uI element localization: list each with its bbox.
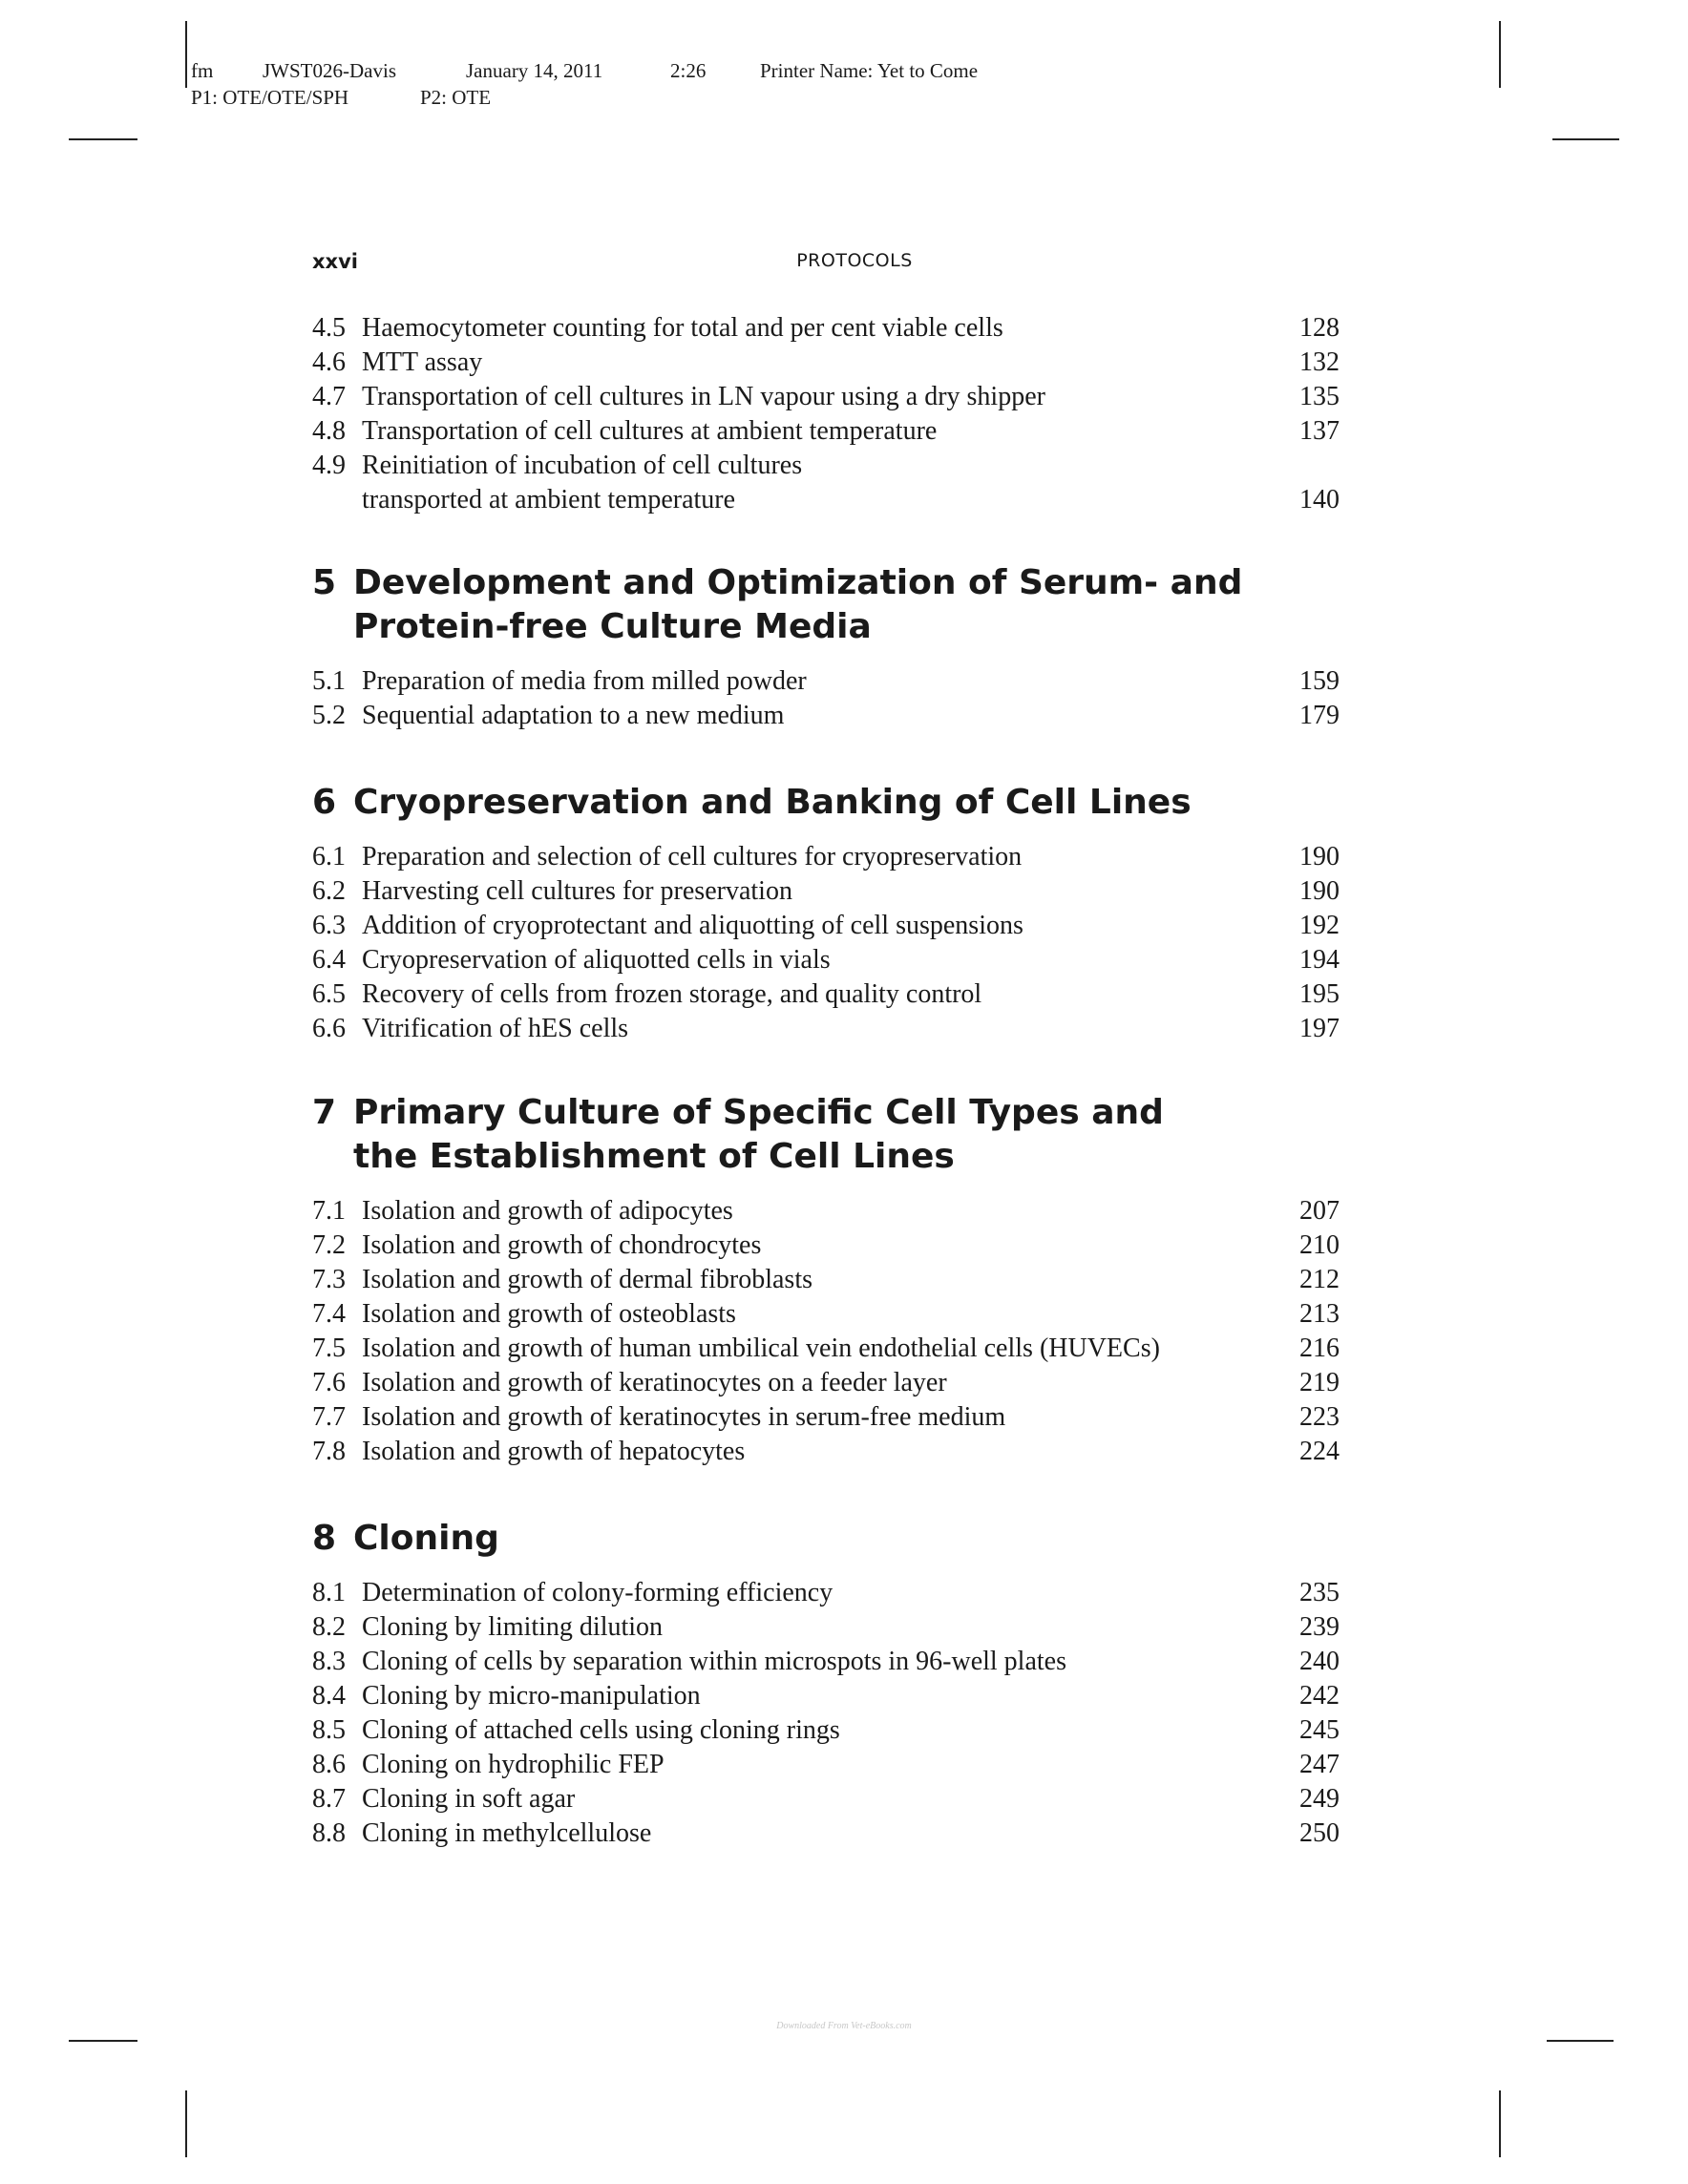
toc-entry-number: 8.2 [312, 1612, 346, 1642]
slug-printer-name: Printer Name: Yet to Come [760, 59, 979, 82]
toc-entry [312, 840, 1340, 874]
crop-mark [1499, 2090, 1501, 2157]
toc-entry-page: 190 [1299, 876, 1340, 906]
toc-entry-title: Isolation and growth of keratinocytes in serum-free medium [362, 1402, 1006, 1432]
toc-entry-title: Harvesting cell cultures for preservation [362, 876, 792, 906]
slug-p2: P2: OTE [420, 86, 492, 109]
toc-entry-page: 159 [1299, 666, 1340, 696]
toc-entry-title: Cloning by limiting dilution [362, 1612, 664, 1642]
toc-entry-page: 239 [1299, 1612, 1340, 1642]
toc-entry-number: 7.7 [312, 1402, 346, 1432]
toc-entry-title: Cloning of attached cells using cloning rings [362, 1715, 840, 1745]
toc-entry-page: 216 [1299, 1334, 1340, 1363]
toc-entry-page: 128 [1299, 313, 1340, 343]
toc-entry-title: MTT assay [362, 347, 483, 377]
toc-entry [312, 1366, 1340, 1400]
toc-entry-title: Cryopreservation of aliquotted cells in vials [362, 945, 831, 975]
toc-entry [312, 449, 1340, 517]
toc-entry [312, 1228, 1340, 1263]
toc-entry-number: 4.5 [312, 313, 346, 343]
toc-entry-number: 6.1 [312, 842, 346, 872]
toc-entry-page: 135 [1299, 382, 1340, 411]
toc-entry-page: 235 [1299, 1578, 1340, 1607]
toc-chapter-6 [312, 781, 1340, 1046]
chapter-heading [312, 561, 1340, 649]
toc-entry [312, 1263, 1340, 1297]
toc-entry-title: Addition of cryoprotectant and aliquotting of cell suspensions [362, 911, 1023, 940]
crop-mark [1547, 2040, 1614, 2042]
slug-time: 2:26 [670, 59, 707, 82]
toc-entry [312, 874, 1340, 909]
toc-entry-title: Isolation and growth of chondrocytes [362, 1230, 762, 1260]
toc-entry-title: Isolation and growth of human umbilical vein endothelial cells (HUVECs) [362, 1334, 1160, 1363]
toc-entry-number: 8.4 [312, 1681, 346, 1711]
page-folio: xxvi [312, 250, 358, 273]
toc-entry-title: Isolation and growth of dermal fibroblasts [362, 1265, 813, 1294]
toc-chapter-5 [312, 561, 1340, 733]
toc-entry-number: 7.2 [312, 1230, 346, 1260]
crop-mark [69, 138, 137, 140]
running-head [312, 250, 1340, 279]
toc-entry-title: Preparation of media from milled powder [362, 666, 807, 696]
toc-entry [312, 1679, 1340, 1713]
toc-entry-number: 7.6 [312, 1368, 346, 1397]
toc-entry-number: 7.3 [312, 1265, 346, 1294]
toc-entry-number: 5.2 [312, 701, 346, 730]
toc-entry-number: 6.4 [312, 945, 346, 975]
toc-entry-number: 7.1 [312, 1196, 346, 1226]
toc-entry-number: 5.1 [312, 666, 346, 696]
toc-entry-number: 4.7 [312, 382, 346, 411]
toc-entry-title: Transportation of cell cultures in LN vapour using a dry shipper [362, 382, 1045, 411]
toc-entry-title: Sequential adaptation to a new medium [362, 701, 785, 730]
toc-entry-page: 245 [1299, 1715, 1340, 1745]
toc-entry-title: Reinitiation of incubation of cell cultures transported at ambient temperature [362, 451, 803, 514]
chapter-title: Cryopreservation and Banking of Cell Lines [353, 783, 1192, 822]
running-head-title: PROTOCOLS [796, 250, 913, 271]
toc-entry [312, 943, 1340, 977]
toc-entry-title: Cloning of cells by separation within microspots in 96-well plates [362, 1647, 1066, 1676]
slug-date: January 14, 2011 [466, 59, 603, 82]
toc-entry-title: Cloning in methylcellulose [362, 1818, 652, 1848]
toc-entry-number: 8.8 [312, 1818, 346, 1848]
toc-entry-number: 7.8 [312, 1437, 346, 1466]
toc-entry-title: Vitrification of hES cells [362, 1014, 629, 1043]
chapter-title: Cloning [353, 1519, 499, 1558]
toc-entry-title: Haemocytometer counting for total and per cent viable cells [362, 313, 1003, 343]
toc-entry-page: 249 [1299, 1784, 1340, 1814]
toc-entry-page: 194 [1299, 945, 1340, 975]
toc-entry [312, 1012, 1340, 1046]
toc-entry-page: 210 [1299, 1230, 1340, 1260]
toc-entry [312, 977, 1340, 1012]
chapter-title: Development and Optimization of Serum- and Protein-free Culture Media [353, 563, 1243, 646]
toc-entry-number: 8.1 [312, 1578, 346, 1607]
toc-entry-page: 192 [1299, 911, 1340, 940]
toc-entry-title: Cloning in soft agar [362, 1784, 576, 1814]
toc-entry-page: 250 [1299, 1818, 1340, 1848]
toc-entry-number: 4.9 [312, 451, 346, 480]
chapter-heading [312, 781, 1340, 825]
toc-chapter-7 [312, 1091, 1340, 1469]
chapter-heading [312, 1091, 1340, 1179]
chapter-number: 8 [312, 1519, 337, 1558]
toc-entry-number: 6.3 [312, 911, 346, 940]
crop-mark [185, 21, 187, 88]
chapter-number: 7 [312, 1093, 337, 1132]
toc-entry-page: 240 [1299, 1647, 1340, 1676]
toc-entry-page: 242 [1299, 1681, 1340, 1711]
toc-entry-page: 140 [1299, 485, 1340, 514]
crop-mark [1552, 138, 1619, 140]
toc-entry [312, 346, 1340, 380]
slug-book-id: JWST026-Davis [263, 59, 396, 82]
toc-entry-title: Cloning by micro-manipulation [362, 1681, 701, 1711]
toc-entry [312, 414, 1340, 449]
toc-entry-title: Transportation of cell cultures at ambient temperature [362, 416, 938, 446]
toc-entry-title: Isolation and growth of hepatocytes [362, 1437, 746, 1466]
toc-entry-title: Isolation and growth of keratinocytes on a feeder layer [362, 1368, 947, 1397]
toc-entry-page: 179 [1299, 701, 1340, 730]
toc-entry-number: 8.5 [312, 1715, 346, 1745]
toc-entry-number: 4.6 [312, 347, 346, 377]
toc-entry [312, 1713, 1340, 1748]
toc-entry [312, 1435, 1340, 1469]
slug-line-1 [191, 57, 1050, 84]
toc-entry-page: 212 [1299, 1265, 1340, 1294]
toc-entry-page: 207 [1299, 1196, 1340, 1226]
crop-mark [185, 2090, 187, 2157]
toc-entry-number: 8.3 [312, 1647, 346, 1676]
toc-entry-page: 247 [1299, 1750, 1340, 1779]
toc-entry-title: Recovery of cells from frozen storage, and quality control [362, 979, 982, 1009]
toc-entry-page: 219 [1299, 1368, 1340, 1397]
download-watermark: Downloaded From Vet-eBooks.com [776, 2021, 912, 2031]
toc-entry [312, 699, 1340, 733]
toc-entry-number: 7.5 [312, 1334, 346, 1363]
toc-entry [312, 1645, 1340, 1679]
toc-entry-page: 190 [1299, 842, 1340, 872]
toc-entry [312, 1748, 1340, 1782]
toc-chapter-8 [312, 1517, 1340, 1851]
toc-entry [312, 664, 1340, 699]
toc-entry-page: 223 [1299, 1402, 1340, 1432]
slug-code: fm [191, 59, 214, 82]
toc-entry-title: Determination of colony-forming efficiency [362, 1578, 833, 1607]
slug-p1: P1: OTE/OTE/SPH [191, 86, 349, 109]
slug-line-2 [191, 84, 1050, 111]
toc-entry-title: Preparation and selection of cell cultures for cryopreservation [362, 842, 1023, 872]
toc-entry-title: Isolation and growth of osteoblasts [362, 1299, 736, 1329]
toc-entry-title: Cloning on hydrophilic FEP [362, 1750, 665, 1779]
toc-entry-number: 8.6 [312, 1750, 346, 1779]
toc-entry [312, 1782, 1340, 1816]
toc-entry [312, 380, 1340, 414]
toc-entry-page: 137 [1299, 416, 1340, 446]
toc-entry-number: 4.8 [312, 416, 346, 446]
chapter-title: Primary Culture of Specific Cell Types and the Establishment of Cell Lines [353, 1093, 1164, 1176]
toc-entry [312, 311, 1340, 346]
toc-entry [312, 1610, 1340, 1645]
toc-entry-number: 6.5 [312, 979, 346, 1009]
toc-entry [312, 1332, 1340, 1366]
toc-entry-number: 8.7 [312, 1784, 346, 1814]
toc-entry-number: 6.6 [312, 1014, 346, 1043]
toc-entry-number: 7.4 [312, 1299, 346, 1329]
chapter-number: 5 [312, 563, 337, 602]
toc-entry [312, 1816, 1340, 1851]
toc-entry [312, 1297, 1340, 1332]
toc-entry-page: 197 [1299, 1014, 1340, 1043]
toc-entry-page: 224 [1299, 1437, 1340, 1466]
toc-entry-page: 213 [1299, 1299, 1340, 1329]
toc-entry [312, 1400, 1340, 1435]
printer-slug [191, 57, 1050, 115]
toc-entry [312, 1576, 1340, 1610]
toc-entry [312, 909, 1340, 943]
toc-entry-number: 6.2 [312, 876, 346, 906]
chapter-number: 6 [312, 783, 337, 822]
chapter-heading [312, 1517, 1340, 1561]
toc-entry-page: 195 [1299, 979, 1340, 1009]
toc-entry-title: Isolation and growth of adipocytes [362, 1196, 733, 1226]
toc-entry-page: 132 [1299, 347, 1340, 377]
crop-mark [1499, 21, 1501, 88]
toc-entry [312, 1194, 1340, 1228]
crop-mark [69, 2040, 137, 2042]
toc-continued-section [312, 311, 1340, 517]
